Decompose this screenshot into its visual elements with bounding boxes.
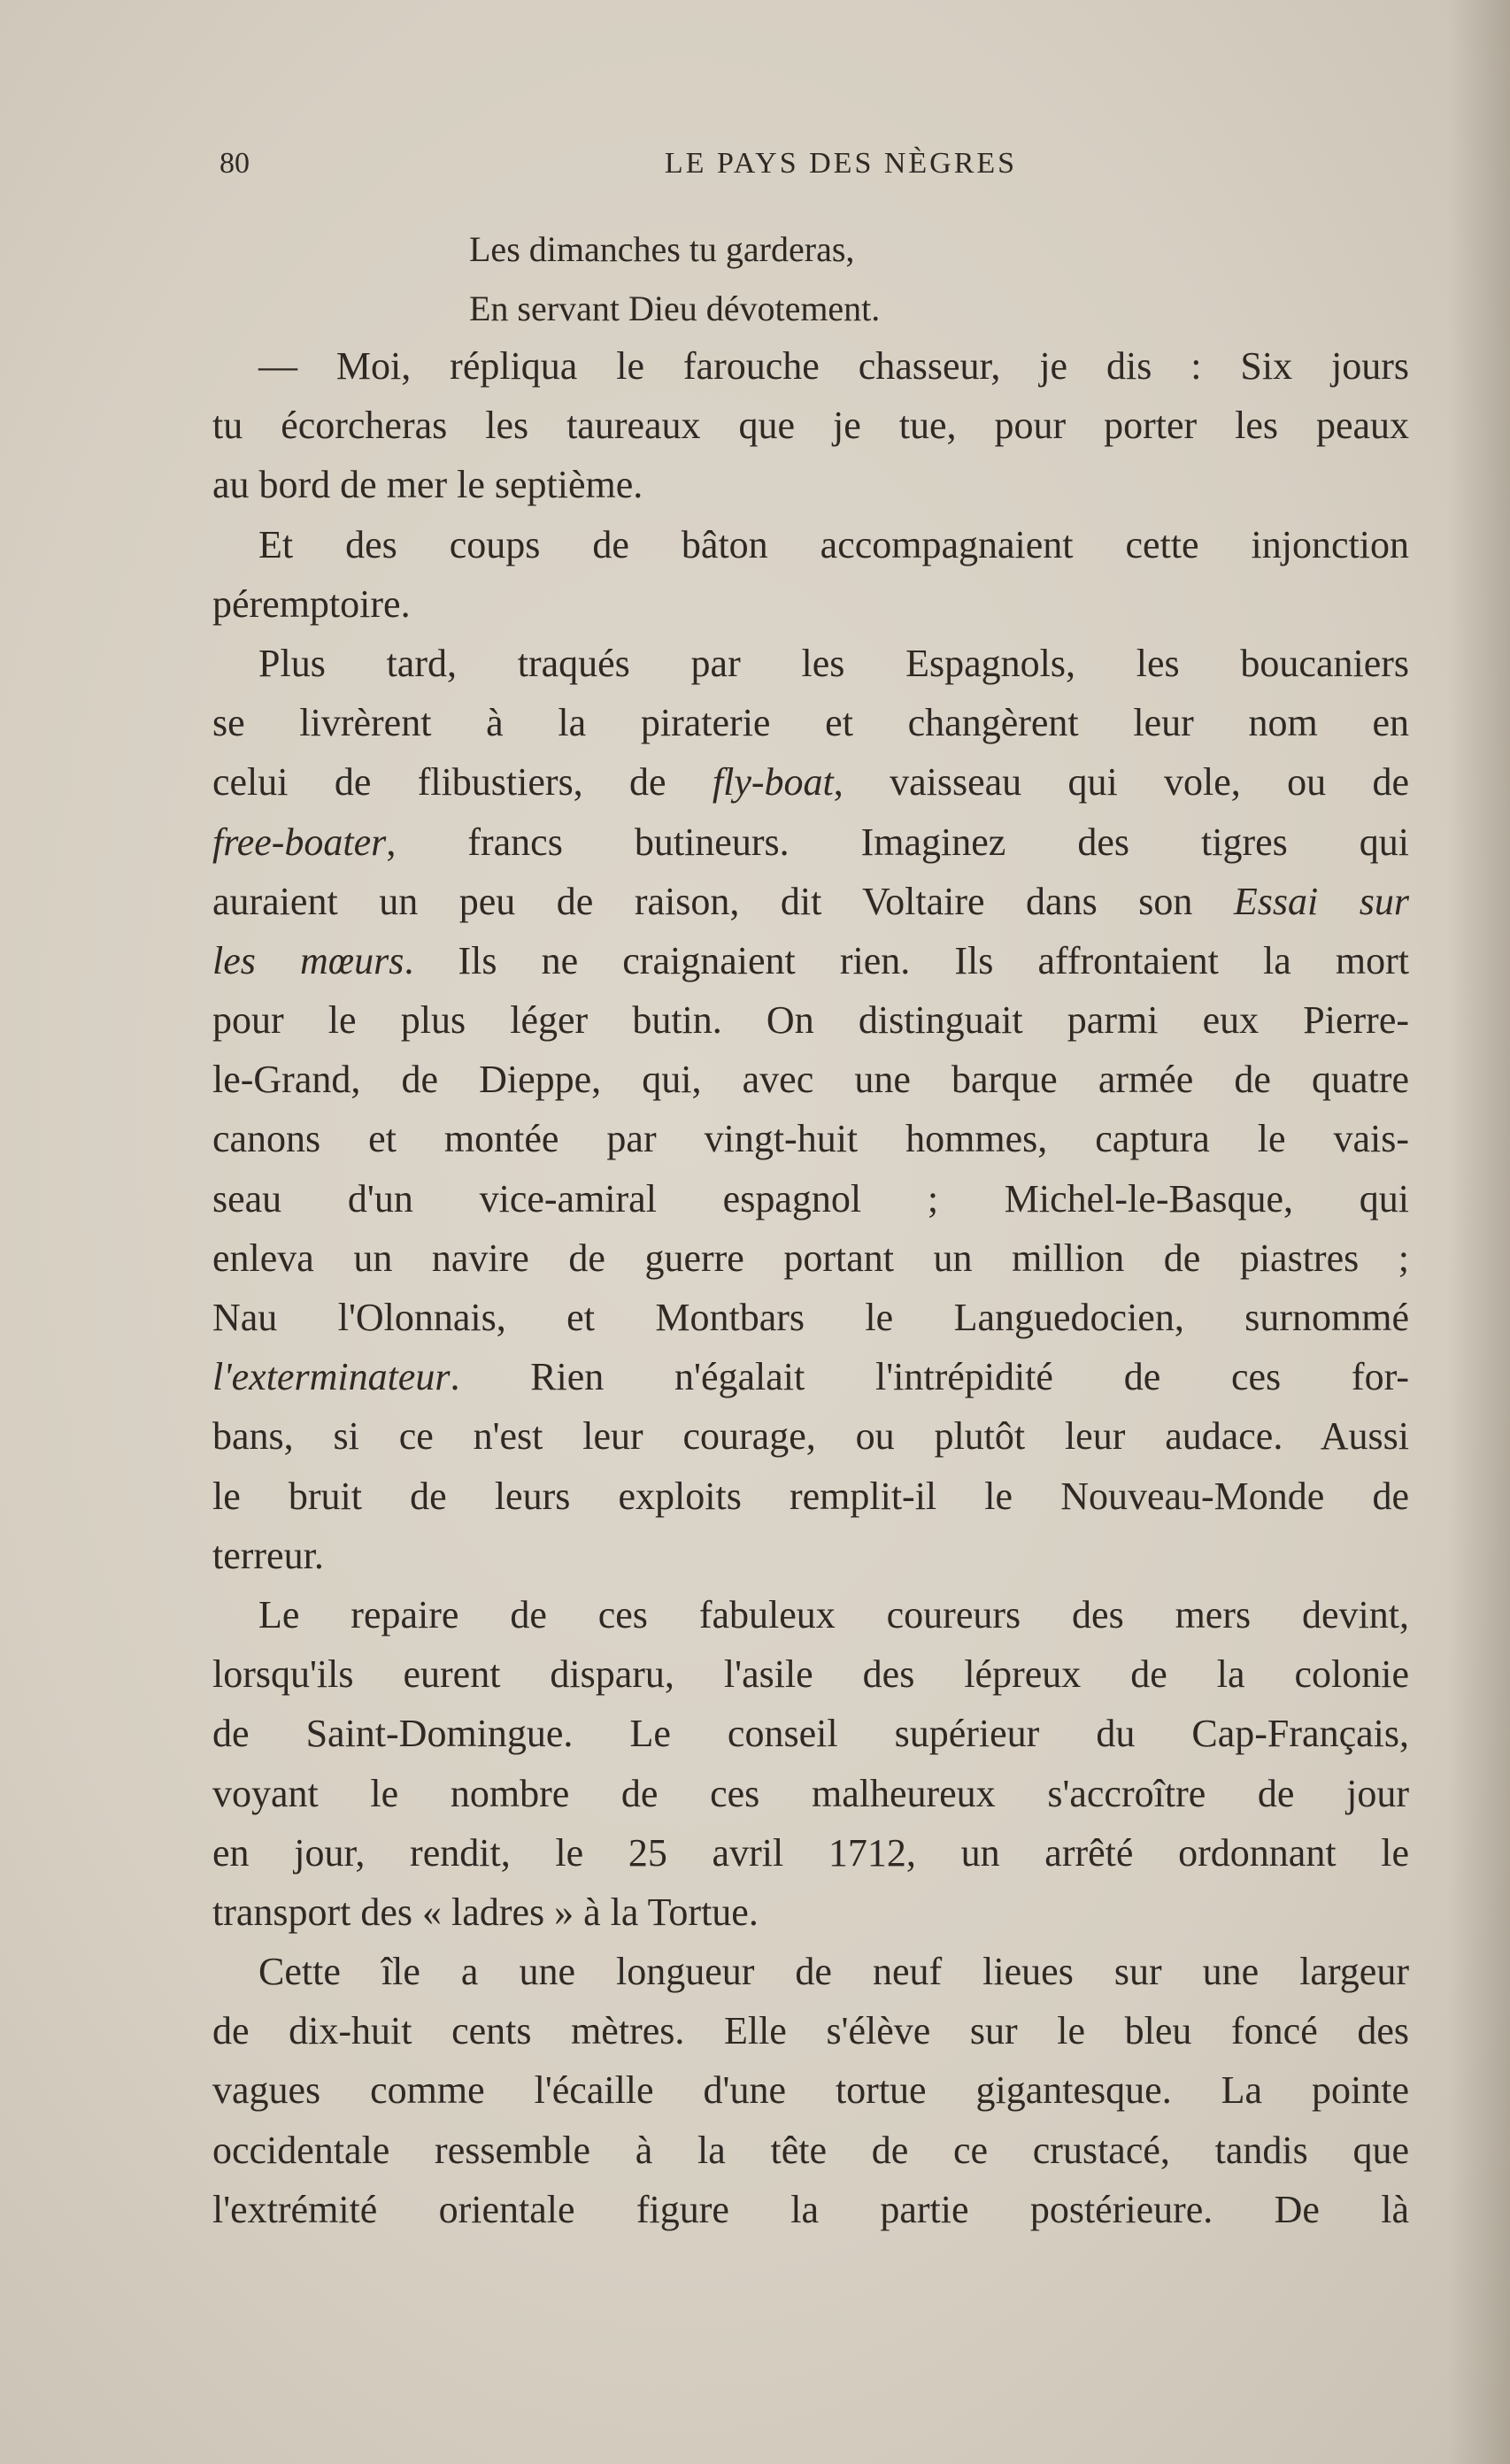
text-line: Nau l'Olonnais, et Montbars le Languedocien, surnommé [212,1296,1409,1339]
text-line: terreur. [212,1533,324,1577]
text-line: Le repaire de ces fabuleux coureurs des mers devint, [258,1592,1409,1636]
italic-title: Essai sur [1233,879,1410,923]
text-line [212,812,1409,872]
text-line: transport des « ladres » à la Tortue. [212,1890,759,1934]
running-title: LE PAYS DES NÈGRES [664,147,1018,180]
text-line: l'extrémité orientale figure la partie postérieure. De là [212,2187,1409,2231]
text-line [212,1347,1409,1406]
italic-term: l'exterminateur [212,1355,451,1399]
text-line [212,931,1409,990]
text-line [212,752,1409,812]
text-line: Et des coups de bâton accompagnaient cette injonction [258,522,1409,566]
text-line: pour le plus léger butin. On distinguait parmi eux Pierre- [212,998,1409,1043]
text-line: en jour, rendit, le 25 avril 1712, un arrêté ordonnant le [212,1830,1409,1875]
text-run: . Rien n'égalait l'intrépidité de ces for- [450,1355,1409,1399]
text-line: — Moi, répliqua le farouche chasseur, je dis : Six jours [258,344,1409,388]
page-number: 80 [220,147,250,180]
text-run: . Ils ne craignaient rien. Ils affrontaient la mort [404,938,1409,982]
text-line: voyant le nombre de ces malheureux s'accroître de jour [212,1771,1409,1815]
verse-line: Les dimanches tu garderas, [469,229,855,269]
text-line: occidentale ressemble à la tête de ce crustacé, tandis que [212,2128,1409,2172]
text-line: vagues comme l'écaille d'une tortue gigantesque. La pointe [212,2068,1409,2113]
text-line: au bord de mer le septième. [212,463,643,507]
text-run: celui de flibustiers, de [212,760,713,805]
text-line: enleva un navire de guerre portant un million de piastres ; [212,1236,1409,1280]
text-line: le-Grand, de Dieppe, qui, avec une barque armée de quatre [212,1058,1409,1102]
italic-term: fly-boat [712,760,834,805]
text-run: auraient un peu de raison, dit Voltaire dans son [212,879,1234,923]
text-line: lorsqu'ils eurent disparu, l'asile des lépreux de la colonie [212,1652,1409,1697]
running-header [212,147,1398,189]
italic-term: free-boater [212,820,387,864]
text-line: le bruit de leurs exploits remplit-il le Nouveau-Monde de [212,1474,1409,1518]
text-line: se livrèrent à la piraterie et changèrent leur nom en [212,701,1409,745]
text-run: , vaisseau qui vole, ou de [833,760,1409,805]
text-line: de dix-huit cents mètres. Elle s'élève sur le bleu foncé des [212,2009,1409,2053]
text-line: de Saint-Domingue. Le conseil supérieur du Cap-Français, [212,1712,1409,1756]
text-line: canons et montée par vingt-huit hommes, captura le vais- [212,1117,1409,1161]
text-line [212,872,1409,931]
body-text [212,336,1409,2239]
text-line: bans, si ce n'est leur courage, ou plutôt leur audace. Aussi [212,1414,1409,1459]
text-line: Plus tard, traqués par les Espagnols, les boucaniers [258,641,1409,685]
verse-quote [469,219,880,338]
text-run: , francs butineurs. Imaginez des tigres qui [386,820,1409,864]
verse-line: En servant Dieu dévotement. [469,289,881,328]
italic-title: les mœurs [212,938,404,982]
text-line: seau d'un vice-amiral espagnol ; Michel-le-Basque, qui [212,1176,1409,1220]
text-line: tu écorcheras les taureaux que je tue, pour porter les peaux [212,404,1409,448]
text-line: péremptoire. [212,581,411,626]
page-edge-shadow [1448,0,1510,2464]
text-line: Cette île a une longueur de neuf lieues sur une largeur [258,1950,1409,1994]
